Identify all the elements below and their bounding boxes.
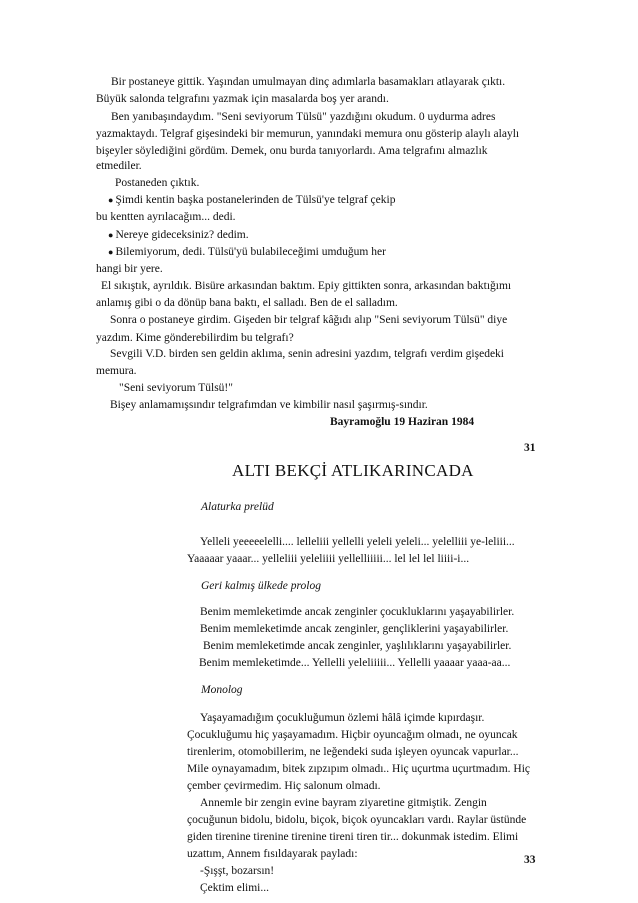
prose-line: El sıkıştık, ayrıldık. Bisüre arkasından baktım. Epiy gittikten sonra, arkasından baktığımı <box>101 280 512 292</box>
verse-line: çocuğunun bidolu, bidolu, biçok, biçok oyuncakları vardı. Raylar üstünde <box>187 814 527 826</box>
prose-line: yazdım. Kime gönderebilirdim bu telgrafı? <box>96 332 294 344</box>
prose-line: Bir postaneye gittik. Yaşından umulmayan dinç adımlarla basamakları atlayarak çıktı. <box>111 76 506 88</box>
dialogue-text: Bilemiyorum, dedi. Tülsü'yü bulabileceğimi umduğum her <box>115 246 386 258</box>
verse-line: uzattım, Annem fısıldayarak payladı: <box>187 848 358 860</box>
prose-line: yazmaktaydı. Telgraf gişesindeki bir memurun, yanındaki memura onu gösterip alaylı alaylı <box>96 128 520 140</box>
bullet-icon: ● <box>108 247 114 257</box>
prose-line: bişeyler söylediğini gördüm. Demek, onu burda tanıyorlardı. Ama telgrafını almazlık <box>96 145 488 157</box>
dialogue-line <box>108 228 249 242</box>
prose-line: memura. <box>96 365 137 377</box>
page-number: 33 <box>524 854 536 866</box>
prose-line: anlamış gibi o da dönüp bana baktı, el salladı. Ben de el salladım. <box>96 297 398 309</box>
prose-line: hangi bir yere. <box>96 263 163 275</box>
verse-line: Mile oynayamadım, bitek zıpzıpım olmadı.. Hiç uçurtma uçurtmadım. Hiç <box>187 763 530 775</box>
dialogue-line <box>108 193 395 207</box>
prose-line: Büyük salonda telgrafını yazmak için masalarda boş yer arandı. <box>96 93 389 105</box>
verse-line: Yelleli yeeeeelelli.... lelleliii yellelli yeleli yeleli... yelelliii ye-leliii... <box>200 536 515 548</box>
verse-line: Annemle bir zengin evine bayram ziyaretine gitmiştik. Zengin <box>200 797 487 809</box>
dialogue-text: Şimdi kentin başka postanelerinden de Tülsü'ye telgraf çekip <box>115 194 396 206</box>
bullet-icon: ● <box>108 195 114 205</box>
verse-line: Yaşayamadığım çocukluğumun özlemi hâlâ içimde kıpırdaşır. <box>200 712 485 724</box>
prose-line: Bişey anlamamışsındır telgrafımdan ve kimbilir nasıl şaşırmış-sındır. <box>110 399 428 411</box>
verse-line: -Şışşt, bozarsın! <box>200 865 275 877</box>
verse-line: Benim memleketimde ancak zenginler, yaşlılıklarını yaşayabilirler. <box>203 640 512 652</box>
section-heading: Monolog <box>201 684 243 696</box>
prose-line: Sevgili V.D. birden sen geldin aklıma, senin adresini yazdım, telgrafı verdim gişedeki <box>110 348 505 360</box>
prose-line: bu kentten ayrılacağım... dedi. <box>96 211 236 223</box>
verse-line: Yaaaaar yaaar... yelleliii yeleliiii yellelliiiii... lel lel lel liiii-i... <box>187 553 470 565</box>
section-heading: Alaturka prelüd <box>201 501 274 513</box>
verse-line: çember çevirmedim. Hiç salonum olmadı. <box>187 780 381 792</box>
prose-line: etmediler. <box>96 160 142 172</box>
verse-line: Benim memleketimde... Yellelli yeleliiiii... Yellelli yaaaar yaaa-aa... <box>199 657 511 669</box>
dialogue-text: Nereye gideceksiniz? dedim. <box>115 229 249 241</box>
page-number: 31 <box>524 442 536 454</box>
prose-line: "Seni seviyorum Tülsü!" <box>119 382 233 394</box>
prose-line: Sonra o postaneye girdim. Gişeden bir telgraf kâğıdı alıp "Seni seviyorum Tülsü" diye <box>110 314 508 326</box>
prose-line: Ben yanıbaşındaydım. "Seni seviyorum Tülsü" yazdığını okudum. 0 uydurma adres <box>111 111 496 123</box>
signature-date: Bayramoğlu 19 Haziran 1984 <box>330 416 475 428</box>
dialogue-line <box>108 245 386 259</box>
prose-line: Postaneden çıktık. <box>115 177 200 189</box>
verse-line: giden tirenine tirenine tirenine tireni tiren tir... dokunmak istedim. Elimi <box>187 831 519 843</box>
verse-line: tirenlerim, otomobillerim, ne leğendeki suda işleyen oyuncak vapurlar... <box>187 746 519 758</box>
verse-line: Çocukluğumu hiç yaşayamadım. Hiçbir oyuncağım olmadı, ne oyuncak <box>187 729 518 741</box>
verse-line: Benim memleketimde ancak zenginler, gençliklerini yaşayabilirler. <box>200 623 509 635</box>
verse-line: Benim memleketimde ancak zenginler çocukluklarını yaşayabilirler. <box>200 606 515 618</box>
bullet-icon: ● <box>108 230 114 240</box>
poem-title: ALTI BEKÇİ ATLIKARINCADA <box>232 461 474 480</box>
verse-line: Çektim elimi... <box>200 882 269 894</box>
section-heading: Geri kalmış ülkede prolog <box>201 580 321 592</box>
